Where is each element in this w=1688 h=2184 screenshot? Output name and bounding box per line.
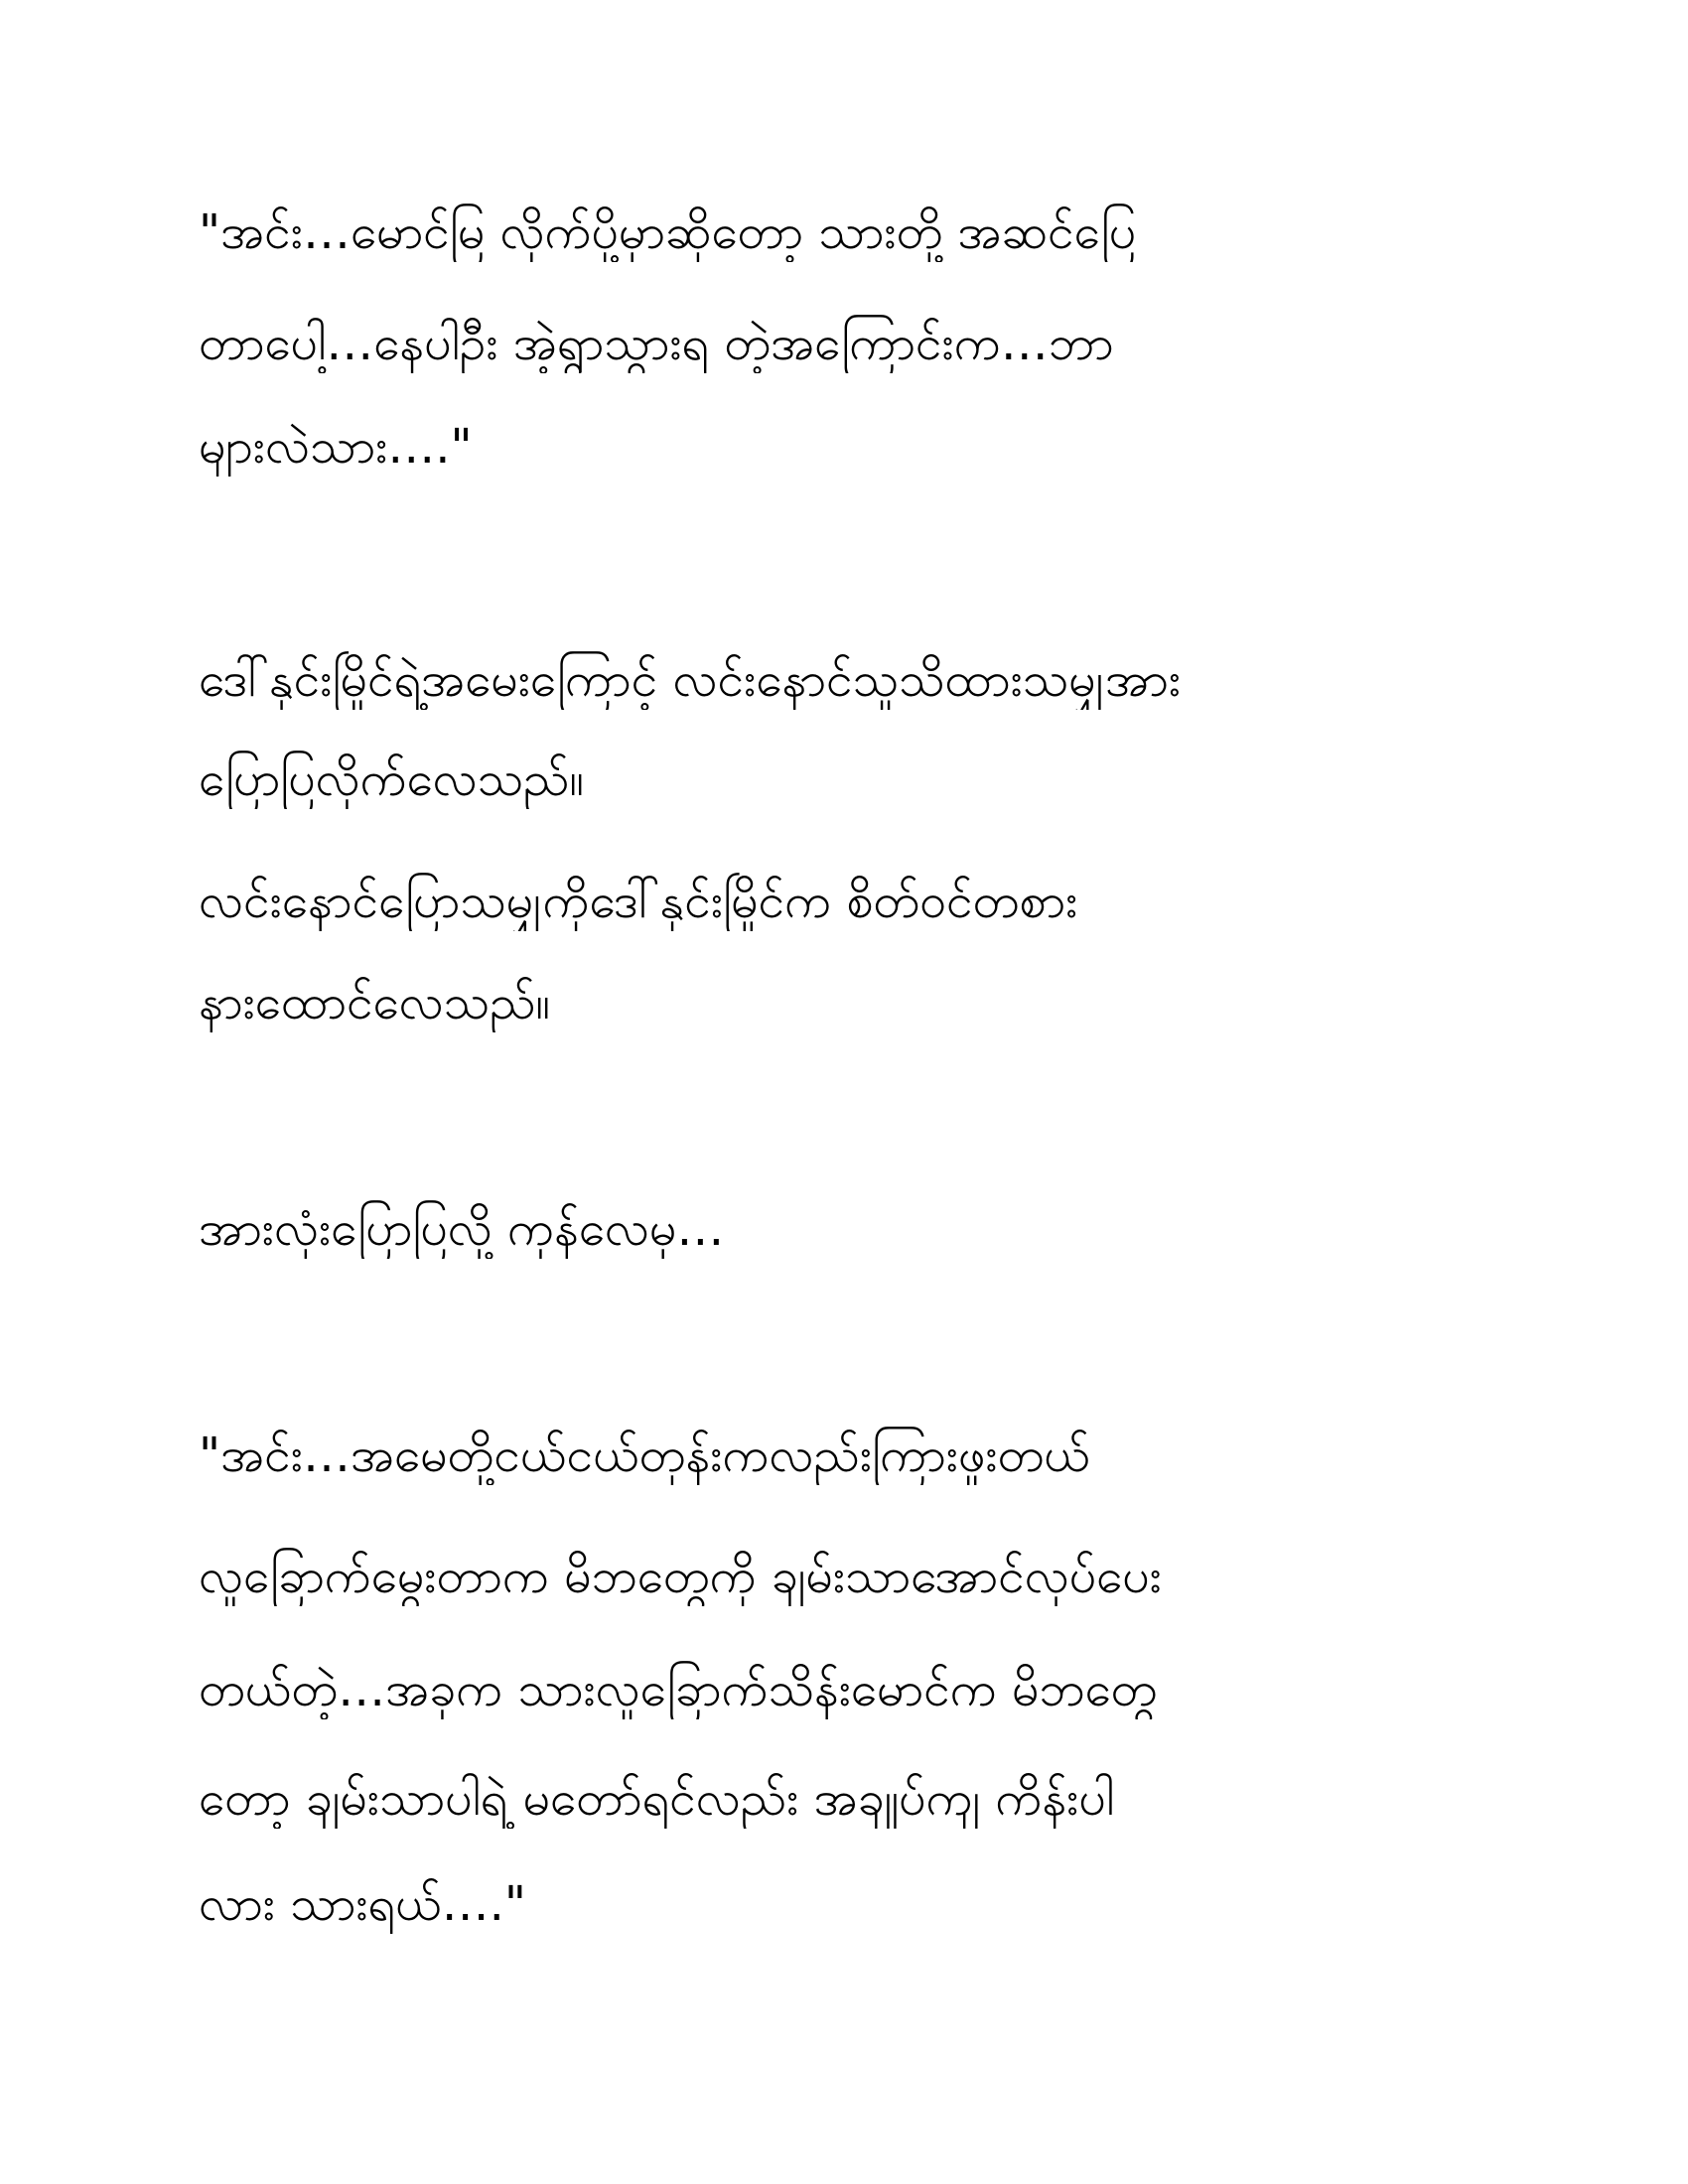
text-line: ပြောပြလိုက်လေသည်။ [199,751,584,807]
text-line: လား သားရယ်…." [199,1876,526,1932]
text-line: တယ်တဲ့…အခုက သားလူခြောက်သိန်းမောင်က မိဘတွေ [199,1662,1158,1717]
text-line: တာပေါ့…နေပါဦး အဲ့ရွာသွားရ တဲ့အကြောင်းက…ဘာ [199,316,1114,371]
text-line: "အင်း…မောင်မြ လိုက်ပို့မှာဆိုတော့ သားတို့ အဆင်ပြေ [199,205,1137,260]
text-line: တော့ ချမ်းသာပါရဲ့ မတော်ရင်လည်း အချုပ်ကျ ကိန်းပါ [199,1771,1115,1827]
text-line: နားထောင်လေသည်။ [199,975,550,1030]
text-line: ဒေါ်နှင်းမြိုင်ရဲ့အမေးကြောင့် လင်းနောင်သူသိထားသမျှအား [199,652,1182,708]
text-line: လင်းနောင်ပြောသမျှကိုဒေါ်နှင်းမြိုင်က စိတ်ဝင်တစား [199,874,1078,929]
text-line: လူခြောက်မွေးတာက မိဘတွေကို ချမ်းသာအောင်လုပ်ပေး [199,1549,1162,1604]
text-line: များလဲသား…." [199,419,473,475]
text-line: "အင်း…အမေတို့ငယ်ငယ်တုန်းကလည်းကြားဖူးတယ် [199,1428,1090,1483]
text-line: အားလုံးပြောပြလို့ ကုန်လေမှ… [199,1201,725,1257]
